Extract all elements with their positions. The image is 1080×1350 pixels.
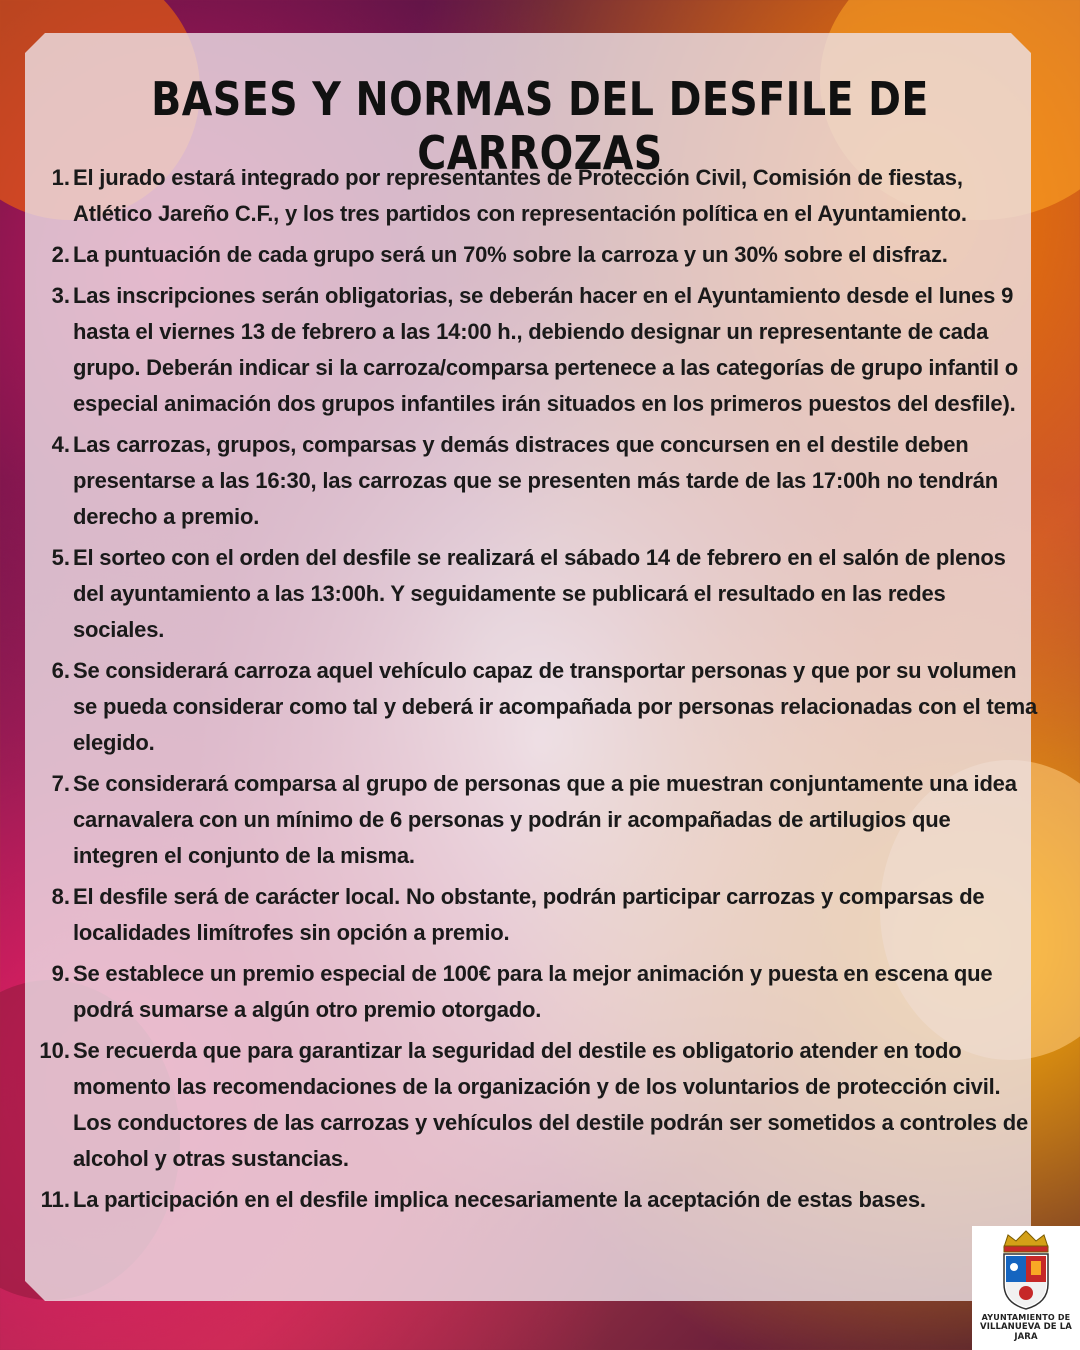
list-item [38, 427, 1038, 535]
list-item [38, 766, 1038, 874]
list-item [38, 879, 1038, 951]
list-item [38, 540, 1038, 648]
list-item [38, 237, 1038, 273]
rule-number: 3. [51, 283, 70, 308]
rule-text: Se considerará comparsa al grupo de personas que a pie muestran conjuntamente una idea carnavalera con un mínimo de 6 personas y podrán ir acompañadas de artilugios que integren el conjunto de la misma. [73, 771, 1017, 868]
rule-text: Las inscripciones serán obligatorias, se deberán hacer en el Ayuntamiento desde el lunes 9 hasta el viernes 13 de febrero a las 14:00 h., debiendo designar un representante de cada grupo. Deberán indicar si la carroza/comparsa pertenece a las categorías de grupo infantil o especial animación dos grupos infantiles irán situados en los primeros puestos del desfile). [73, 283, 1019, 416]
rule-number: 4. [51, 432, 70, 457]
rule-text: El desfile será de carácter local. No obstante, podrán participar carrozas y comparsas de localidades limítrofes sin opción a premio. [73, 884, 985, 945]
rule-text: La participación en el desfile implica necesariamente la aceptación de estas bases. [73, 1187, 926, 1212]
rules-list [38, 160, 1038, 1223]
list-item [38, 160, 1038, 232]
crest-caption-line2: VILLANUEVA DE LA JARA [980, 1322, 1072, 1342]
rule-number: 8. [51, 884, 70, 909]
list-item [38, 653, 1038, 761]
rule-number: 2. [51, 242, 70, 267]
list-item [38, 1182, 1038, 1218]
rule-number: 9. [51, 961, 70, 986]
municipality-crest [972, 1226, 1080, 1350]
rule-number: 1. [51, 165, 70, 190]
rule-text: Se establece un premio especial de 100€ para la mejor animación y puesta en escena que podrá sumarse a algún otro premio otorgado. [73, 961, 993, 1022]
rule-number: 7. [51, 771, 70, 796]
rule-text: Las carrozas, grupos, comparsas y demás distraces que concursen en el destile deben presentarse a las 16:30, las carrozas que se presenten más tarde de las 17:00h no tendrán derecho a premio. [73, 432, 998, 529]
page-title: BASES Y NORMAS DEL DESFILE DE CARROZAS [151, 72, 929, 180]
rule-number: 11. [40, 1187, 70, 1212]
rule-number: 10. [39, 1038, 70, 1063]
coat-of-arms-icon [996, 1229, 1056, 1311]
rule-text: Se considerará carroza aquel vehículo capaz de transportar personas y que por su volumen se pueda considerar como tal y deberá ir acompañada por personas relacionadas con el tema elegido. [73, 658, 1038, 755]
rule-text: El sorteo con el orden del desfile se realizará el sábado 14 de febrero en el salón de plenos del ayuntamiento a las 13:00h. Y seguidamente se publicará el resultado en las redes sociales. [73, 545, 1006, 642]
list-item [38, 956, 1038, 1028]
rule-text: Se recuerda que para garantizar la seguridad del destile es obligatorio atender en todo momento las recomendaciones de la organización y de los voluntarios de protección civil. Los conductores de las carrozas y vehículos del destile podrán ser sometidos a controles de alcohol y otras sustancias. [73, 1038, 1028, 1171]
rule-number: 6. [51, 658, 70, 683]
crest-caption-line1: AYUNTAMIENTO DE [981, 1313, 1071, 1322]
rule-number: 5. [51, 545, 70, 570]
list-item [38, 1033, 1038, 1177]
list-item [38, 278, 1038, 422]
rule-text: La puntuación de cada grupo será un 70% sobre la carroza y un 30% sobre el disfraz. [73, 242, 948, 267]
rule-text: El jurado estará integrado por representantes de Protección Civil, Comisión de fiestas, Atlético Jareño C.F., y los tres partidos con representación política en el Ayuntamiento. [73, 165, 967, 226]
